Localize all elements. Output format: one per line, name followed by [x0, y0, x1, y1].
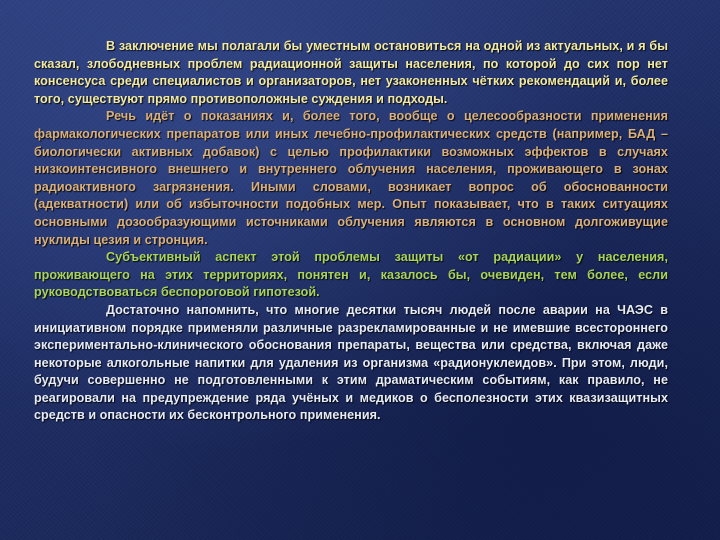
paragraph-chernobyl-example: Достаточно напомнить, что многие десятки тысяч людей после аварии на ЧАЭС в инициативном порядке применяли различные разрекламированные и не имевшие всестороннего экспериментально-клинического обоснования препараты, вещества или средства, включая даже некоторые алкогольные напитки для удаления из организма «радионуклеидов». При этом, люди, будучи совершенно не подготовленными к этим драматическим событиям, как правило, не реагировали на предупреждение ряда учёных и медиков о бесполезности этих квазизащитных средств и опасности их бесконтрольного применения.	[34, 302, 668, 423]
paragraph-intro: В заключение мы полагали бы уместным остановиться на одной из актуальных, и я бы сказал, злободневных проблем радиационной защиты населения, по которой до сих пор нет консенсуса среди специалистов и организаторов, нет узаконенных чётких рекомендаций и, более того, существуют прямо противоположные суждения и подходы.	[34, 39, 668, 106]
paragraph-subjective-aspect: Субъективный аспект этой проблемы защиты «от радиации» у населения, проживающего на этих территориях, понятен и, казалось бы, очевиден, тем более, если руководствоваться беспороговой гипотезой.	[34, 250, 668, 300]
paragraph-pharmacological-measures: Речь идёт о показаниях и, более того, вообще о целесообразности применения фармакологических препаратов или иных лечебно-профилактических средств (например, БАД – биологически активных добавок) с целью профилактики возможных эффектов в случаях низкоинтенсивного внешнего и внутреннего облучения населения, проживающего в зонах радиоактивного загрязнения. Иными словами, возникает вопрос об обоснованности (адекватности) или об избыточности подобных мер. Опыт показывает, что в таких ситуациях основными дозообразующими источниками облучения являются в основном долгоживущие нуклиды цезия и стронция.	[34, 109, 668, 247]
slide-text-body	[34, 38, 668, 425]
